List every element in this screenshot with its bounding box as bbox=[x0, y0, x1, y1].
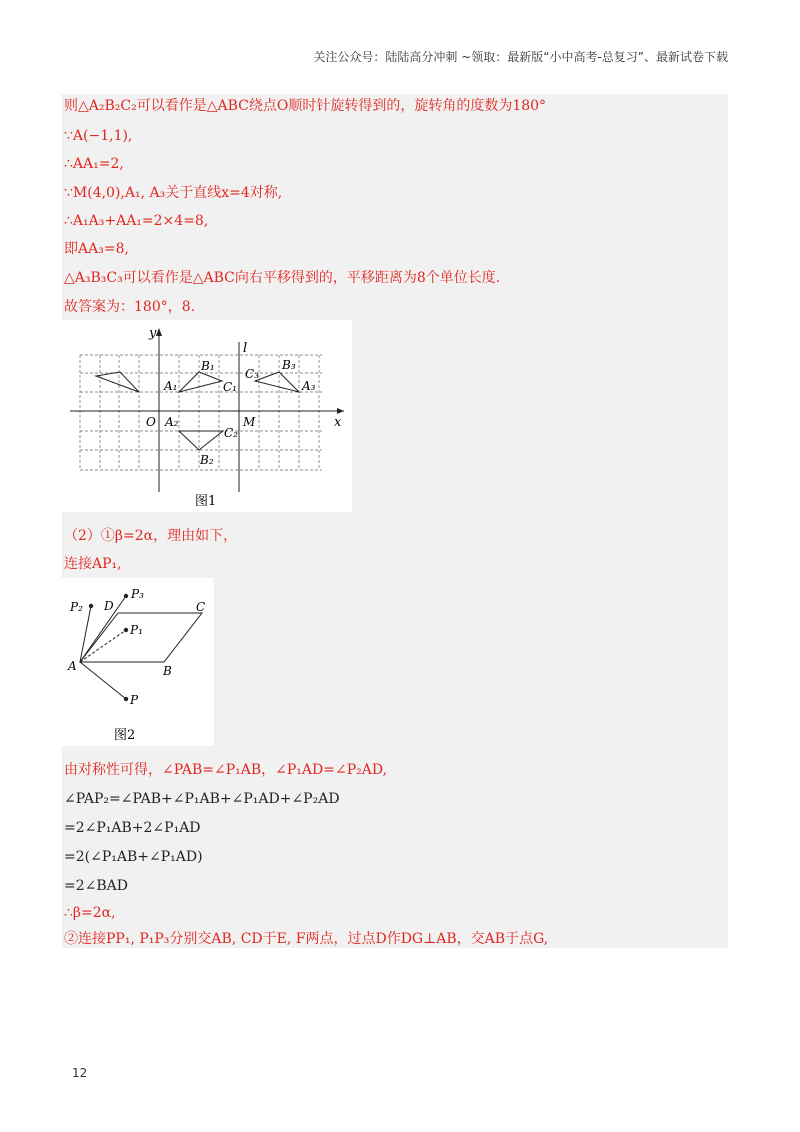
solution-line-7: △A₃B₃C₃可以看作是△ABC向右平移得到的，平移距离为8个单位长度. bbox=[64, 270, 501, 286]
segment-ap bbox=[80, 662, 126, 699]
solution-line-8: 故答案为：180°，8. bbox=[64, 299, 196, 315]
solution-line-9: （2）①β=2α，理由如下， bbox=[64, 528, 238, 544]
parallelogram-abcd bbox=[80, 613, 202, 662]
triangle-a1b1c1 bbox=[179, 372, 222, 392]
label-p: P bbox=[130, 693, 139, 707]
figure-1-caption: 图1 bbox=[195, 494, 217, 509]
triangle-a2b2c2 bbox=[179, 431, 223, 450]
label-a1: A₁ bbox=[164, 379, 178, 393]
label-b1: B₁ bbox=[201, 359, 215, 373]
solution-line-11: 由对称性可得，∠PAB=∠P₁AB，∠P₁AD=∠P₂AD, bbox=[64, 762, 388, 778]
triangle-a3b3c3 bbox=[255, 372, 299, 392]
label-a2: A₂ bbox=[165, 415, 179, 429]
label-d: D bbox=[104, 599, 114, 613]
solution-line-10: 连接AP₁, bbox=[64, 556, 122, 572]
solution-line-2: ∵A(−1,1), bbox=[64, 128, 133, 144]
figure-2-caption: 图2 bbox=[114, 728, 136, 743]
label-y: y bbox=[149, 326, 157, 341]
label-c1: C₁ bbox=[223, 380, 237, 394]
label-p3: P₃ bbox=[131, 587, 144, 601]
solution-line-4: ∵M(4,0),A₁, A₃关于直线x=4对称, bbox=[64, 185, 283, 201]
segment-ap1 bbox=[80, 630, 126, 662]
solution-line-12: ∠PAP₂=∠PAB+∠P₁AB+∠P₁AD+∠P₂AD bbox=[64, 791, 340, 807]
coordinate-diagram bbox=[62, 320, 352, 512]
label-c: C bbox=[196, 600, 206, 614]
label-m: M bbox=[243, 415, 256, 429]
label-b2: B₂ bbox=[200, 453, 214, 467]
figure-2 bbox=[62, 578, 214, 746]
label-o: O bbox=[146, 415, 156, 429]
label-p1: P₁ bbox=[130, 623, 143, 637]
label-b: B bbox=[163, 664, 172, 678]
y-axis-arrow-icon bbox=[156, 328, 162, 336]
solution-line-15: =2∠BAD bbox=[64, 878, 128, 894]
triangle-abc bbox=[96, 372, 139, 392]
label-b3: B₃ bbox=[282, 358, 296, 372]
point-p1 bbox=[124, 628, 128, 632]
point-p3 bbox=[124, 594, 128, 598]
label-p2: P₂ bbox=[70, 600, 83, 614]
page-number: 12 bbox=[72, 1066, 88, 1080]
label-a: A bbox=[68, 659, 77, 673]
label-c3: C₃ bbox=[245, 367, 259, 381]
point-p2 bbox=[89, 604, 93, 608]
solution-line-1: 则△A₂B₂C₂可以看作是△ABC绕点O顺时针旋转得到的，旋转角的度数为180° bbox=[64, 98, 547, 114]
label-l: l bbox=[243, 341, 248, 356]
page-header: 关注公众号：陆陆高分冲刺 ~领取：最新版“小中高考-总复习”、最新试卷下载 bbox=[313, 50, 728, 64]
label-a3: A₃ bbox=[302, 379, 316, 393]
solution-line-17: ②连接PP₁, P₁P₃分别交AB, CD于E, F两点，过点D作DG⊥AB，交AB于点G, bbox=[64, 931, 549, 947]
solution-line-14: =2(∠P₁AB+∠P₁AD) bbox=[64, 849, 203, 865]
parallelogram-diagram bbox=[62, 578, 214, 746]
solution-line-3: ∴AA₁=2, bbox=[64, 156, 124, 172]
figure-1 bbox=[62, 320, 352, 512]
x-axis-arrow-icon bbox=[337, 408, 344, 414]
label-c2: C₂ bbox=[224, 426, 238, 440]
label-x: x bbox=[334, 415, 342, 430]
point-p bbox=[124, 697, 128, 701]
solution-line-6: 即AA₃=8, bbox=[64, 241, 129, 257]
solution-line-13: =2∠P₁AB+2∠P₁AD bbox=[64, 820, 201, 836]
solution-line-16: ∴β=2α, bbox=[64, 905, 116, 921]
solution-line-5: ∴A₁A₃+AA₁=2×4=8, bbox=[64, 213, 209, 229]
